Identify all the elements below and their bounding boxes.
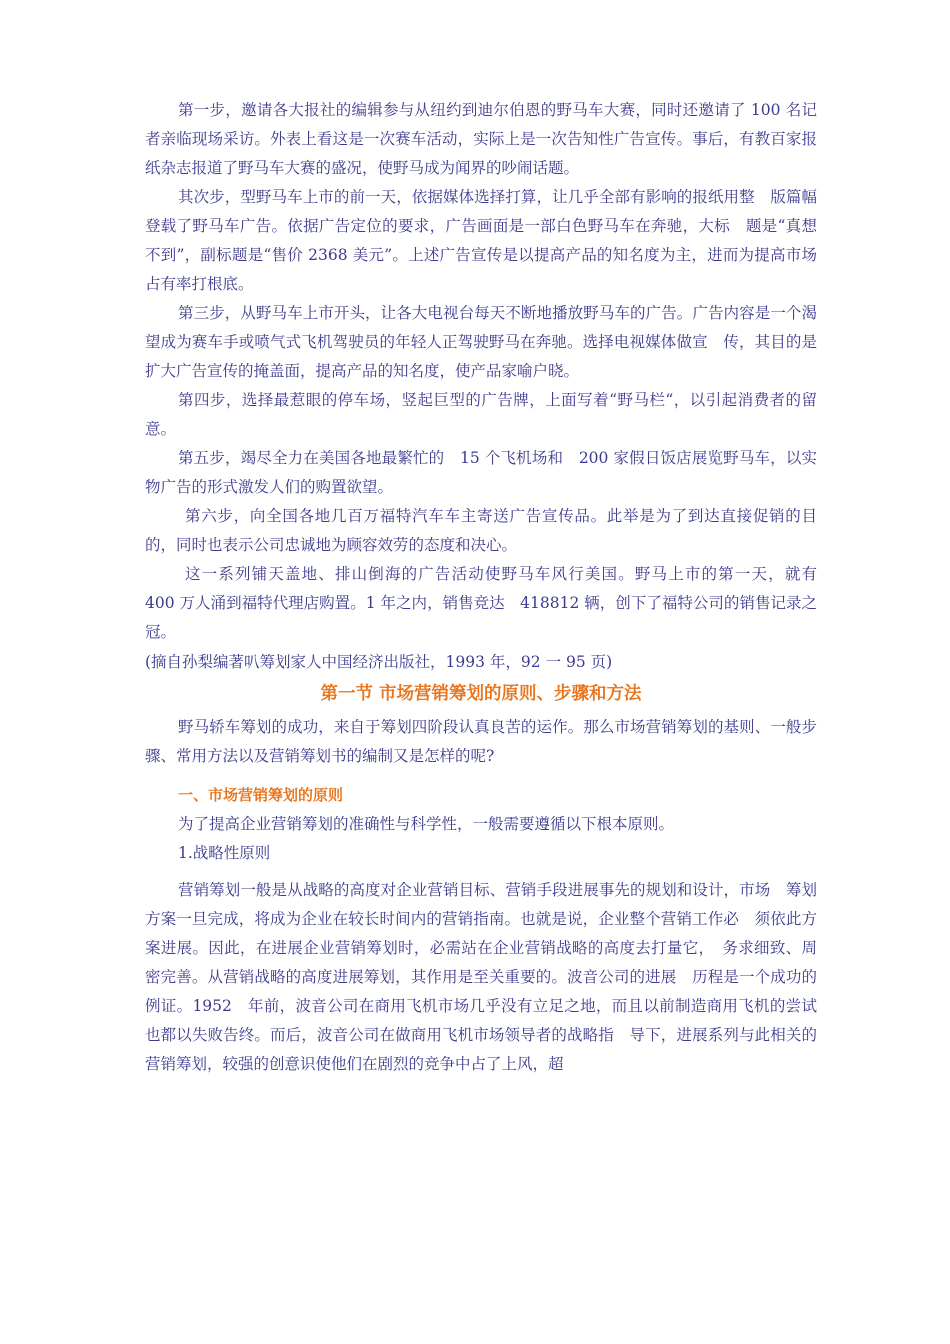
item-heading: 1.战略性原则 xyxy=(178,844,271,862)
paragraph-step-6: 第六步，向全国各地几百万福特汽车车主寄送广告宣传品。此举是为了到达直接促销的目的，同时也表示公司忠诚地为顾容效劳的态度和决心。 xyxy=(145,507,817,554)
strategic-principle-paragraph: 营销筹划一般是从战略的高度对企业营销目标、营销手段进展事先的规划和设计，市场 筹划方案一旦完成，将成为企业在较长时间内的营销指南。也就是说，企业整个营销工作必 须依此方案进展。因此，在进展企业营销筹划时，必需站在企业营销战略的高度去打量它， 务求细致、周密完善。从营销战略的高度进展筹划，其作用是至关重要的。波音公司的进展 历程是一个成功的例证。1952 年前，波音公司在商用飞机市场几乎没有立足之地，而且以前制造商用飞机的尝试也都以失败告终。而后，波音公司在做商用飞机市场领导者的战略指 导下，进展系列与此相关的营销筹划，较强的创意识使他们在剧烈的竞争中占了上风，超 xyxy=(145,881,817,1073)
paragraph-step-2: 其次步，型野马车上市的前一天，依据媒体选择打算，让几乎全部有影响的报纸用整 版篇幅登载了野马车广告。依据广告定位的要求，广告画面是一部白色野马车在奔驰，大标 题是“真想不到”，副标题是“售价 2368 美元”。上述广告宣传是以提高产品的知名度为主，进而为提高市场占有率打根底。 xyxy=(145,188,817,293)
paragraph-step-5: 第五步，竭尽全力在美国各地最繁忙的 15 个飞机场和 200 家假日饭店展览野马车，以实物广告的形式激发人们的购置欲望。 xyxy=(145,449,817,496)
paragraph-step-4: 第四步，选择最惹眼的停车场，竖起巨型的广告牌，上面写着“野马栏“，以引起消费者的留意。 xyxy=(145,391,817,438)
document-body xyxy=(145,96,833,1079)
sub-heading: 一、市场营销筹划的原则 xyxy=(178,786,344,804)
paragraph-step-1: 第一步，邀请各大报社的编辑参与从纽约到迪尔伯恩的野马车大赛，同时还邀请了 100 名记者亲临现场采访。外表上看这是一次赛车活动，实际上是一次告知性广告宣传。事后，有教百家报纸杂志报道了野马车大赛的盛况，使野马成为闻界的吵闹话题。 xyxy=(145,101,817,177)
principle-intro: 为了提高企业营销筹划的准确性与科学性，一般需要遵循以下根本原则。 xyxy=(178,815,675,833)
intro-paragraph: 野马轿车筹划的成功，来自于筹划四阶段认真良苦的运作。那么市场营销筹划的基则、一般步骤、常用方法以及营销筹划书的编制又是怎样的呢? xyxy=(145,718,817,765)
source-note: (摘自孙梨编著叭筹划家人中国经济出版社，1993 年，92 一 95 页) xyxy=(145,653,613,671)
section-title: 第一节 市场营销筹划的原则、步骤和方法 xyxy=(320,684,642,704)
paragraph-summary: 这一系列铺天盖地、排山倒海的广告活动使野马车风行美国。野马上市的第一天，就有 400 万人涌到福特代理店购置。1 年之内，销售竞达 418812 辆，创下了福特公司的销售记录之冠。 xyxy=(145,565,833,641)
paragraph-step-3: 第三步，从野马车上市开头，让各大电视台每天不断地播放野马车的广告。广告内容是一个渴望成为赛车手或喷气式飞机驾驶员的年轻人正驾驶野马在奔驰。选择电视媒体做宣 传，其目的是扩大广告宣传的掩盖面，提高产品的知名度，使产品家喻户晓。 xyxy=(145,304,817,380)
